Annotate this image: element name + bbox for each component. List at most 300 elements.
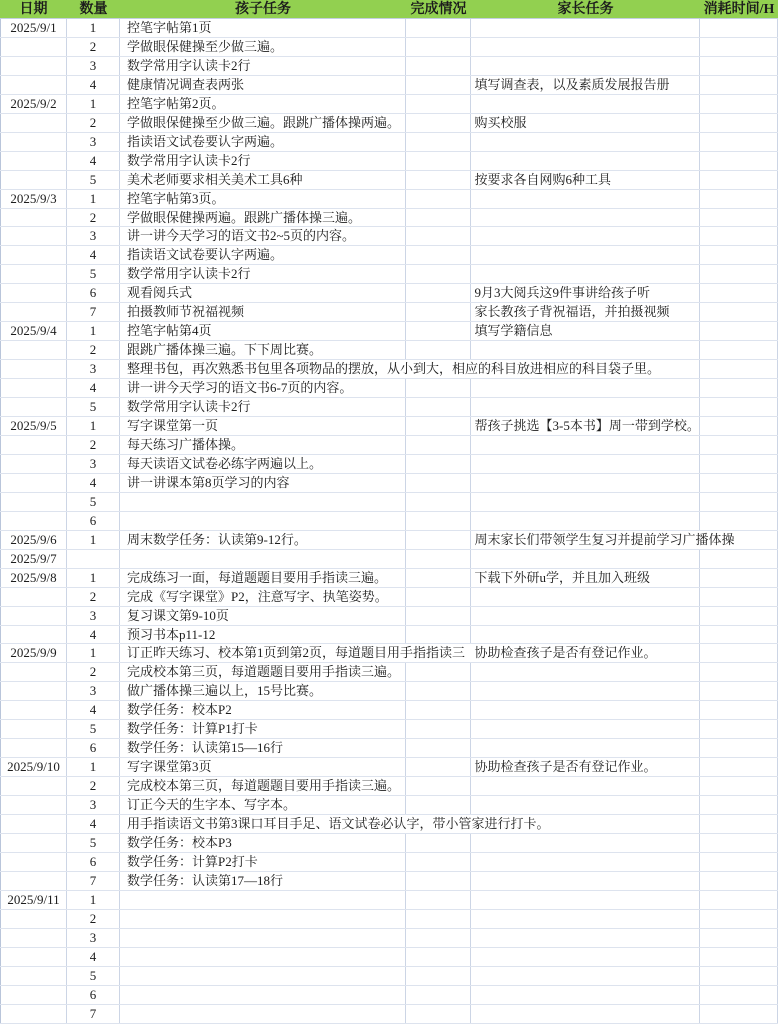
cell-time[interactable] [700, 929, 778, 947]
cell-parent[interactable] [471, 455, 700, 473]
cell-num[interactable] [67, 57, 120, 75]
cell-time[interactable] [700, 493, 778, 511]
cell-time[interactable] [700, 360, 778, 378]
cell-date[interactable] [0, 227, 67, 245]
cell-task[interactable] [120, 152, 406, 170]
cell-num[interactable] [67, 872, 120, 890]
cell-time[interactable] [700, 474, 778, 492]
cell-status[interactable] [406, 133, 471, 151]
cell-parent[interactable] [471, 644, 700, 662]
cell-status[interactable] [406, 853, 471, 871]
cell-time[interactable] [700, 588, 778, 606]
cell-time[interactable] [700, 834, 778, 852]
cell-time[interactable] [700, 663, 778, 681]
cell-task[interactable] [120, 550, 406, 568]
cell-status[interactable] [406, 569, 471, 587]
cell-time[interactable] [700, 512, 778, 530]
cell-time[interactable] [700, 95, 778, 113]
cell-date[interactable] [0, 929, 67, 947]
cell-task[interactable] [120, 493, 406, 511]
cell-num[interactable] [67, 436, 120, 454]
cell-parent[interactable] [471, 948, 700, 966]
cell-date[interactable] [0, 607, 67, 625]
cell-date[interactable] [0, 720, 67, 738]
cell-parent[interactable] [471, 967, 700, 985]
cell-num[interactable] [67, 588, 120, 606]
cell-status[interactable] [406, 967, 471, 985]
cell-num[interactable] [67, 379, 120, 397]
cell-num[interactable] [67, 190, 120, 208]
cell-status[interactable] [406, 436, 471, 454]
cell-num[interactable] [67, 644, 120, 662]
cell-time[interactable] [700, 891, 778, 909]
cell-date[interactable] [0, 815, 67, 833]
cell-date[interactable] [0, 133, 67, 151]
cell-date[interactable] [0, 398, 67, 416]
cell-parent[interactable] [471, 588, 700, 606]
cell-status[interactable] [406, 190, 471, 208]
cell-num[interactable] [67, 38, 120, 56]
cell-date[interactable] [0, 891, 67, 909]
cell-num[interactable] [67, 853, 120, 871]
cell-time[interactable] [700, 626, 778, 644]
cell-date[interactable] [0, 190, 67, 208]
cell-date[interactable] [0, 796, 67, 814]
cell-parent[interactable] [471, 379, 700, 397]
cell-date[interactable] [0, 38, 67, 56]
cell-date[interactable] [0, 474, 67, 492]
cell-date[interactable] [0, 114, 67, 132]
cell-date[interactable] [0, 19, 67, 37]
cell-num[interactable] [67, 550, 120, 568]
cell-date[interactable] [0, 569, 67, 587]
cell-num[interactable] [67, 19, 120, 37]
cell-time[interactable] [700, 19, 778, 37]
cell-task[interactable] [120, 209, 406, 227]
cell-status[interactable] [406, 455, 471, 473]
cell-status[interactable] [406, 95, 471, 113]
cell-parent[interactable] [471, 398, 700, 416]
cell-num[interactable] [67, 986, 120, 1004]
cell-date[interactable] [0, 682, 67, 700]
cell-date[interactable] [0, 853, 67, 871]
cell-parent[interactable] [471, 246, 700, 264]
cell-status[interactable] [406, 550, 471, 568]
cell-date[interactable] [0, 417, 67, 435]
cell-status[interactable] [406, 303, 471, 321]
cell-date[interactable] [0, 284, 67, 302]
cell-task[interactable] [120, 720, 406, 738]
cell-parent[interactable] [471, 133, 700, 151]
cell-task[interactable] [120, 19, 406, 37]
cell-status[interactable] [406, 720, 471, 738]
cell-time[interactable] [700, 114, 778, 132]
cell-num[interactable] [67, 246, 120, 264]
cell-time[interactable] [700, 739, 778, 757]
cell-status[interactable] [406, 322, 471, 340]
cell-date[interactable] [0, 663, 67, 681]
cell-parent[interactable] [471, 417, 700, 435]
cell-parent[interactable] [471, 19, 700, 37]
cell-parent[interactable] [471, 796, 700, 814]
cell-status[interactable] [406, 474, 471, 492]
cell-parent[interactable] [471, 550, 700, 568]
cell-parent[interactable] [471, 986, 700, 1004]
cell-status[interactable] [406, 986, 471, 1004]
cell-num[interactable] [67, 929, 120, 947]
cell-time[interactable] [700, 550, 778, 568]
cell-date[interactable] [0, 644, 67, 662]
cell-time[interactable] [700, 967, 778, 985]
cell-num[interactable] [67, 663, 120, 681]
cell-date[interactable] [0, 436, 67, 454]
cell-task[interactable] [120, 322, 406, 340]
cell-num[interactable] [67, 910, 120, 928]
cell-num[interactable] [67, 265, 120, 283]
cell-date[interactable] [0, 322, 67, 340]
cell-num[interactable] [67, 891, 120, 909]
cell-num[interactable] [67, 607, 120, 625]
cell-date[interactable] [0, 967, 67, 985]
cell-status[interactable] [406, 796, 471, 814]
cell-time[interactable] [700, 758, 778, 776]
cell-task[interactable] [120, 853, 406, 871]
cell-status[interactable] [406, 284, 471, 302]
cell-date[interactable] [0, 910, 67, 928]
cell-date[interactable] [0, 588, 67, 606]
cell-task[interactable] [120, 626, 406, 644]
cell-date[interactable] [0, 834, 67, 852]
cell-time[interactable] [700, 133, 778, 151]
cell-task[interactable] [120, 967, 406, 985]
cell-task[interactable] [120, 758, 406, 776]
cell-time[interactable] [700, 379, 778, 397]
cell-time[interactable] [700, 815, 778, 833]
cell-task[interactable] [120, 569, 406, 587]
cell-time[interactable] [700, 910, 778, 928]
cell-date[interactable] [0, 76, 67, 94]
cell-num[interactable] [67, 209, 120, 227]
cell-parent[interactable] [471, 209, 700, 227]
cell-date[interactable] [0, 758, 67, 776]
cell-time[interactable] [700, 209, 778, 227]
cell-parent[interactable] [471, 436, 700, 454]
cell-parent[interactable] [471, 891, 700, 909]
cell-status[interactable] [406, 38, 471, 56]
cell-task[interactable] [120, 644, 466, 662]
cell-task[interactable] [120, 171, 406, 189]
cell-date[interactable] [0, 303, 67, 321]
cell-time[interactable] [700, 265, 778, 283]
cell-status[interactable] [406, 512, 471, 530]
cell-task[interactable] [120, 38, 406, 56]
cell-date[interactable] [0, 701, 67, 719]
cell-parent[interactable] [471, 171, 700, 189]
cell-time[interactable] [700, 284, 778, 302]
cell-time[interactable] [700, 986, 778, 1004]
cell-time[interactable] [700, 38, 778, 56]
cell-parent[interactable] [471, 95, 700, 113]
cell-time[interactable] [700, 701, 778, 719]
cell-date[interactable] [0, 512, 67, 530]
cell-num[interactable] [67, 322, 120, 340]
cell-date[interactable] [0, 531, 67, 549]
cell-parent[interactable] [471, 910, 700, 928]
cell-num[interactable] [67, 626, 120, 644]
cell-status[interactable] [406, 777, 471, 795]
cell-num[interactable] [67, 171, 120, 189]
cell-parent[interactable] [471, 360, 700, 378]
cell-parent[interactable] [471, 663, 700, 681]
cell-parent[interactable] [471, 76, 700, 94]
cell-parent[interactable] [471, 512, 700, 530]
cell-status[interactable] [406, 57, 471, 75]
cell-num[interactable] [67, 531, 120, 549]
cell-status[interactable] [406, 152, 471, 170]
cell-num[interactable] [67, 152, 120, 170]
cell-task[interactable] [120, 417, 406, 435]
cell-task[interactable] [120, 834, 406, 852]
cell-time[interactable] [700, 417, 778, 435]
cell-task[interactable] [120, 588, 406, 606]
cell-task[interactable] [120, 190, 406, 208]
cell-date[interactable] [0, 171, 67, 189]
cell-num[interactable] [67, 834, 120, 852]
cell-status[interactable] [406, 910, 471, 928]
cell-time[interactable] [700, 303, 778, 321]
cell-task[interactable] [120, 1005, 406, 1023]
cell-time[interactable] [700, 190, 778, 208]
cell-num[interactable] [67, 682, 120, 700]
cell-date[interactable] [0, 739, 67, 757]
cell-status[interactable] [406, 341, 471, 359]
cell-status[interactable] [406, 701, 471, 719]
cell-status[interactable] [406, 607, 471, 625]
cell-time[interactable] [700, 398, 778, 416]
cell-num[interactable] [67, 701, 120, 719]
cell-parent[interactable] [471, 190, 700, 208]
cell-date[interactable] [0, 57, 67, 75]
cell-num[interactable] [67, 777, 120, 795]
cell-time[interactable] [700, 948, 778, 966]
cell-task[interactable] [120, 265, 406, 283]
cell-num[interactable] [67, 417, 120, 435]
cell-task[interactable] [120, 682, 406, 700]
cell-date[interactable] [0, 265, 67, 283]
cell-date[interactable] [0, 986, 67, 1004]
cell-task[interactable] [120, 379, 406, 397]
cell-time[interactable] [700, 341, 778, 359]
cell-parent[interactable] [471, 739, 700, 757]
cell-date[interactable] [0, 455, 67, 473]
cell-status[interactable] [406, 417, 471, 435]
cell-time[interactable] [700, 720, 778, 738]
cell-num[interactable] [67, 360, 120, 378]
cell-parent[interactable] [471, 493, 700, 511]
cell-date[interactable] [0, 246, 67, 264]
cell-task[interactable] [120, 663, 406, 681]
cell-task[interactable] [120, 303, 406, 321]
cell-task[interactable] [120, 95, 406, 113]
cell-parent[interactable] [471, 701, 700, 719]
cell-num[interactable] [67, 114, 120, 132]
cell-time[interactable] [700, 644, 778, 662]
cell-num[interactable] [67, 512, 120, 530]
cell-date[interactable] [0, 152, 67, 170]
cell-status[interactable] [406, 739, 471, 757]
cell-status[interactable] [406, 114, 471, 132]
cell-parent[interactable] [471, 872, 700, 890]
cell-parent[interactable] [471, 322, 700, 340]
cell-task[interactable] [120, 246, 406, 264]
cell-status[interactable] [406, 948, 471, 966]
cell-status[interactable] [406, 19, 471, 37]
cell-status[interactable] [406, 872, 471, 890]
cell-task[interactable] [120, 701, 406, 719]
cell-date[interactable] [0, 341, 67, 359]
cell-status[interactable] [406, 360, 471, 378]
cell-task[interactable] [120, 360, 661, 378]
cell-num[interactable] [67, 76, 120, 94]
cell-date[interactable] [0, 550, 67, 568]
cell-task[interactable] [120, 284, 406, 302]
cell-num[interactable] [67, 303, 120, 321]
cell-num[interactable] [67, 1005, 120, 1023]
cell-task[interactable] [120, 512, 406, 530]
cell-date[interactable] [0, 493, 67, 511]
cell-task[interactable] [120, 948, 406, 966]
cell-parent[interactable] [471, 38, 700, 56]
cell-num[interactable] [67, 227, 120, 245]
cell-time[interactable] [700, 171, 778, 189]
cell-task[interactable] [120, 436, 406, 454]
cell-time[interactable] [700, 152, 778, 170]
cell-task[interactable] [120, 114, 406, 132]
cell-num[interactable] [67, 95, 120, 113]
cell-time[interactable] [700, 796, 778, 814]
cell-status[interactable] [406, 588, 471, 606]
cell-parent[interactable] [471, 152, 700, 170]
cell-status[interactable] [406, 76, 471, 94]
cell-status[interactable] [406, 834, 471, 852]
cell-time[interactable] [700, 853, 778, 871]
cell-num[interactable] [67, 284, 120, 302]
cell-status[interactable] [406, 663, 471, 681]
cell-time[interactable] [700, 682, 778, 700]
cell-task[interactable] [120, 929, 406, 947]
cell-time[interactable] [700, 872, 778, 890]
cell-parent[interactable] [471, 607, 700, 625]
cell-status[interactable] [406, 171, 471, 189]
cell-parent[interactable] [471, 227, 700, 245]
cell-parent[interactable] [471, 1005, 700, 1023]
cell-task[interactable] [120, 986, 406, 1004]
cell-task[interactable] [120, 133, 406, 151]
cell-time[interactable] [700, 227, 778, 245]
cell-parent[interactable] [471, 758, 700, 776]
cell-parent[interactable] [471, 303, 700, 321]
cell-parent[interactable] [471, 531, 735, 549]
cell-date[interactable] [0, 777, 67, 795]
cell-num[interactable] [67, 967, 120, 985]
cell-task[interactable] [120, 796, 406, 814]
cell-parent[interactable] [471, 114, 700, 132]
cell-parent[interactable] [471, 57, 700, 75]
cell-time[interactable] [700, 57, 778, 75]
cell-status[interactable] [406, 227, 471, 245]
cell-time[interactable] [700, 436, 778, 454]
cell-task[interactable] [120, 777, 406, 795]
cell-parent[interactable] [471, 682, 700, 700]
cell-time[interactable] [700, 322, 778, 340]
cell-task[interactable] [120, 341, 406, 359]
cell-status[interactable] [406, 815, 471, 833]
cell-parent[interactable] [471, 474, 700, 492]
cell-status[interactable] [406, 379, 471, 397]
cell-parent[interactable] [471, 815, 700, 833]
cell-status[interactable] [406, 493, 471, 511]
cell-num[interactable] [67, 474, 120, 492]
cell-parent[interactable] [471, 720, 700, 738]
cell-status[interactable] [406, 626, 471, 644]
cell-num[interactable] [67, 720, 120, 738]
cell-task[interactable] [120, 739, 406, 757]
cell-task[interactable] [120, 607, 406, 625]
cell-num[interactable] [67, 569, 120, 587]
cell-status[interactable] [406, 246, 471, 264]
cell-num[interactable] [67, 493, 120, 511]
cell-parent[interactable] [471, 265, 700, 283]
cell-time[interactable] [700, 455, 778, 473]
cell-date[interactable] [0, 379, 67, 397]
cell-num[interactable] [67, 341, 120, 359]
cell-time[interactable] [700, 777, 778, 795]
cell-time[interactable] [700, 76, 778, 94]
cell-num[interactable] [67, 815, 120, 833]
cell-task[interactable] [120, 455, 406, 473]
cell-task[interactable] [120, 227, 406, 245]
cell-date[interactable] [0, 1005, 67, 1023]
cell-date[interactable] [0, 948, 67, 966]
cell-parent[interactable] [471, 834, 700, 852]
cell-status[interactable] [406, 1005, 471, 1023]
cell-num[interactable] [67, 758, 120, 776]
cell-time[interactable] [700, 531, 778, 549]
cell-status[interactable] [406, 265, 471, 283]
cell-status[interactable] [406, 398, 471, 416]
cell-parent[interactable] [471, 626, 700, 644]
cell-date[interactable] [0, 95, 67, 113]
cell-status[interactable] [406, 531, 471, 549]
cell-num[interactable] [67, 455, 120, 473]
cell-time[interactable] [700, 246, 778, 264]
cell-date[interactable] [0, 360, 67, 378]
cell-task[interactable] [120, 910, 406, 928]
cell-parent[interactable] [471, 569, 700, 587]
cell-status[interactable] [406, 209, 471, 227]
cell-date[interactable] [0, 626, 67, 644]
cell-num[interactable] [67, 133, 120, 151]
cell-task[interactable] [120, 76, 406, 94]
cell-time[interactable] [700, 1005, 778, 1023]
cell-status[interactable] [406, 682, 471, 700]
cell-task[interactable] [120, 57, 406, 75]
cell-task[interactable] [120, 891, 406, 909]
cell-parent[interactable] [471, 341, 700, 359]
cell-status[interactable] [406, 644, 471, 662]
cell-task[interactable] [120, 815, 550, 833]
cell-parent[interactable] [471, 777, 700, 795]
